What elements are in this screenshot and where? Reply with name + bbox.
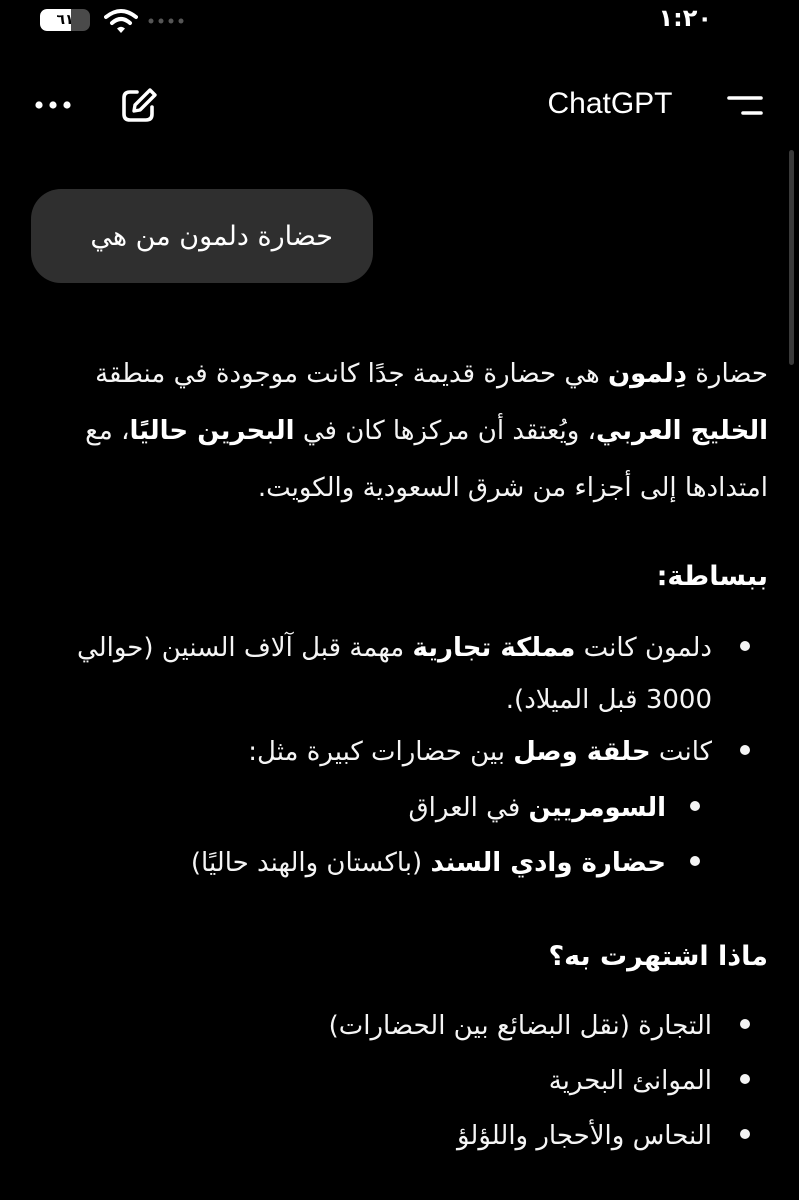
sub-list-item	[66, 782, 666, 834]
bullet-icon	[740, 1019, 750, 1029]
list-item-text: (باكستان والهند حاليًا)	[190, 848, 431, 878]
list-item-bold: حلقة وصل	[513, 737, 651, 767]
intro-bold: الخليج العربي	[595, 416, 768, 446]
list-item	[52, 726, 712, 778]
status-time: ١:٢٠	[658, 4, 712, 32]
battery-percentage: ٦١	[56, 12, 74, 28]
wifi-icon	[104, 8, 138, 34]
bullet-icon	[740, 641, 750, 651]
intro-text: ، ويُعتقد أن مركزها كان في	[294, 416, 596, 446]
intro-bold: البحرين حاليًا	[129, 416, 295, 446]
list-item-text: بين حضارات كبيرة مثل:	[248, 737, 514, 767]
list-item-text: دلمون كانت	[575, 633, 712, 663]
intro-text: ، مع امتدادها إلى أجزاء من شرق السعودية والكويت.	[85, 416, 768, 503]
bullet-icon	[690, 856, 700, 866]
intro-text: حضارة	[687, 359, 768, 389]
user-message-bubble[interactable]	[31, 189, 373, 283]
section-heading: ماذا اشتهرت به؟	[548, 941, 768, 972]
more-icon[interactable]	[28, 88, 78, 122]
list-item: النحاس والأحجار واللؤلؤ	[457, 1121, 712, 1151]
compose-icon[interactable]	[116, 84, 162, 128]
intro-text: هي حضارة قديمة جدًا كانت موجودة في منطقة	[95, 359, 608, 389]
battery-icon	[40, 9, 90, 31]
list-item-bold: مملكة تجارية	[412, 633, 576, 663]
intro-paragraph	[30, 346, 768, 517]
section-heading: ببساطة:	[656, 561, 768, 592]
list-item-text: في العراق	[408, 793, 529, 823]
list-item-bold: حضارة وادي السند	[430, 848, 666, 878]
list-item: التجارة (نقل البضائع بين الحضارات)	[328, 1011, 712, 1041]
bullet-icon	[740, 745, 750, 755]
bullet-icon	[740, 1129, 750, 1139]
status-bar	[0, 0, 799, 44]
menu-icon[interactable]	[723, 90, 769, 122]
cellular-signal-icon	[148, 18, 188, 24]
scrollbar[interactable]	[789, 150, 794, 365]
list-item-bold: السومريين	[528, 793, 666, 823]
sub-list-item	[66, 837, 666, 889]
bullet-icon	[690, 801, 700, 811]
list-item	[52, 622, 712, 726]
list-item-text: كانت	[650, 737, 712, 767]
list-item-text: مهمة قبل آلاف السنين (حوالي 3000 قبل الميلاد).	[77, 633, 712, 715]
intro-bold: دِلمون	[607, 359, 688, 389]
bullet-icon	[740, 1074, 750, 1084]
app-title: ChatGPT	[547, 87, 673, 120]
top-bar	[0, 70, 799, 140]
user-message-text: حضارة دلمون من هي	[90, 220, 333, 252]
list-item: الموانئ البحرية	[548, 1066, 712, 1096]
